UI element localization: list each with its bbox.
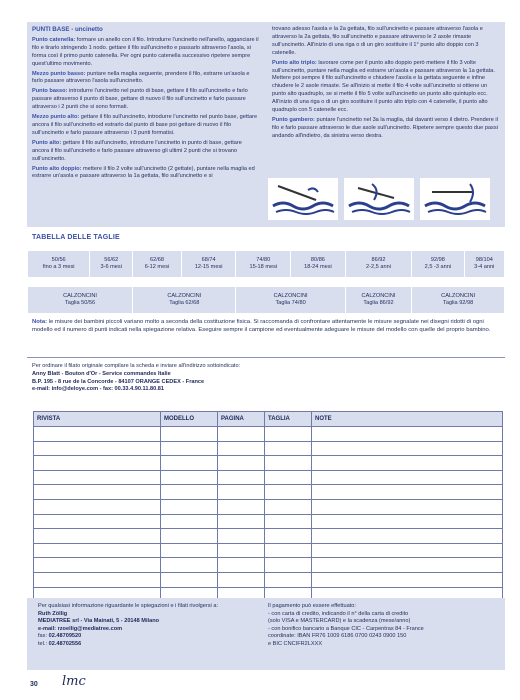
order-form-row[interactable] [34,543,503,558]
stitch-item: Punto catenella: formare un anello con il filo. Introdurre l'uncinetto nell'anello, agganciare il filo e tirarlo stringendo 1 nodo. gettare il filo sull'uncinetto e passarlo attraverso l'asola, si forma così il primo punto catenella. Per ogni punto catenella successivo ripetere sempre quest'ultimo movimento. [32,36,259,67]
order-contact: e-mail: info@deloye.com - fax: 00.33.4.90.11.80.81 [32,386,164,393]
order-intro: Per ordinare il filato originale compilare la scheda e inviare all'indirizzo sottoindicato: [32,363,241,369]
stitch-continuation: trovano adesso l'asola e la 2a gettata, filo sull'uncinetto e passare attraverso l'asola e attraverso la 2a gettata, filo sull'uncinetto e passare attraverso le 2 asole rimaste sull'uncinetto. All'inizio di una riga o di un giro sostituire il 1° punto alto doppio con 3 catenelle. [272,26,483,56]
order-form-row[interactable] [34,514,503,529]
stitch-item: Punto gambero: puntare l'uncinetto nel 3a la maglia, dal davanti verso il dietro. Prendere il filo e farlo passare attraverso le due asole sull'uncinetto. Ripetere sempre questo due passi andando all'indietro, da sinistra verso destra. [272,116,498,139]
column-header: NOTE [312,412,503,427]
order-address: B.P. 195 - 8 rue de la Concorde - 84107 ORANGE CEDEX - France [32,378,205,385]
crochet-step-illustration [420,178,490,220]
size-cell: 80/86 18-24 mesi [291,251,346,278]
size-cell: 98/104 3-4 anni [464,251,504,278]
column-header: MODELLO [161,412,218,427]
garment-cell: CALZONCINI Taglia 92/98 [412,287,505,314]
contact-tel: tel.: 02.48702556 [38,640,82,647]
stitch-item: Punto alto: gettare il filo sull'uncinetto, introdurre l'uncinetto in punto di base, gettare ancora il filo sull'uncinetto e farlo passare attraverso gli ultimi 2 punti che si trovano sull'uncinetto. [32,139,242,162]
crochet-step-illustration [268,178,338,220]
stitch-item: Punto alto triplo: lavorare come per il punto alto doppio però mettere il filo 3 volte sull'uncinetto, puntare nella maglia ed estrarre un'asola e passare attraverso la 1a gettata. Mettere poi sempre il filo sull'uncinetto e chiudere l'asola e la gettata seguente e infine chiudere le 2 asole rimaste. Se all'inizio si mette il filo 4 volte sull'uncinetto si ottiene un punto alto quadruplo, se si mette il filo 5 volte sull'uncinetto un punto alto quintuplo ecc. All'inizio di una riga o di un giro sostituire il punto alto triplo con 4 catenelle, il punto alto quadruplo con 5 catenelle ecc. [272,59,495,114]
payment-intro: Il pagamento può essere effettuato: [268,603,356,609]
size-cell: 68/74 12-15 mesi [181,251,236,278]
size-cell: 50/56 fino a 3 mesi [28,251,90,278]
stitch-column-left [32,26,260,183]
stitch-item: Punto alto doppio: mettere il filo 2 volte sull'uncinetto (2 gettate), puntare nella maglia ed estrarre un'asola e passare attraverso la 1a gettata, filo sull'uncinetto e si [32,165,255,180]
contact-info [38,603,248,649]
size-cell: 56/62 3-6 mesi [90,251,133,278]
order-form-row[interactable] [34,427,503,442]
column-header: TAGLIA [265,412,312,427]
order-form-table [33,411,503,602]
payment-info [268,603,500,649]
size-table [27,250,505,314]
order-form-row[interactable] [34,572,503,587]
contact-fax: fax: 02.48709520 [38,633,82,640]
order-form-row[interactable] [34,441,503,456]
crochet-step-illustration [344,178,414,220]
column-header: RIVISTA [34,412,161,427]
size-garment-row [28,287,505,314]
garment-cell: CALZONCINI Taglia 86/92 [345,287,411,314]
payment-line: - con carta di credito, indicando il n° della carta di credito [268,610,409,617]
payment-line: - con bonifico bancario a Banque CIC - Carpentras 84 - France [268,625,424,632]
garment-cell: CALZONCINI Taglia 50/56 [28,287,133,314]
divider [27,357,505,358]
order-info [32,363,240,394]
contact-email: e-mail: rzoellig@mediatree.com [38,625,123,632]
order-company: Anny Blatt - Bouton d'Or - Service commandes Italie [32,370,171,377]
stitch-item: Mezzo punto alto: gettare il filo sull'uncinetto, introdurre l'uncinetto nel punto base, gettare ancora il filo sull'uncinetto ed estrarlo dal punto di base poi gettare di nuovo il filo sull'uncinetto e farlo passare attraverso i 3 punti formatisi. [32,114,258,136]
order-form-row[interactable] [34,499,503,514]
contact-name: Ruth Zöllig [38,610,68,617]
size-age-row [28,251,505,278]
size-cell: 86/92 2-2,5 anni [345,251,411,278]
note-paragraph: Nota: le misure dei bambini piccoli variano molto a seconda della costituzione fisica. Si raccomanda di confrontare attentamente le misure segnalate nei disegni ridotti di ogni modello ed il numero di punti indicati nella spiegazione relativa. Eseguire sempre il campione ed eventualmente adeguare le misure del modello con quelle del proprio bambino. [32,319,491,333]
order-form-row[interactable] [34,529,503,544]
crochet-illustrations [268,178,490,222]
column-header: PAGINA [218,412,265,427]
order-form-row[interactable] [34,485,503,500]
stitch-column-right [272,26,498,143]
order-form-row[interactable] [34,456,503,471]
size-cell: 92/98 2,5 -3 anni [412,251,464,278]
order-form-row[interactable] [34,470,503,485]
size-cell: 74/80 15-18 mesi [236,251,291,278]
garment-cell: CALZONCINI Taglia 62/68 [133,287,236,314]
contact-company: MEDIATREE srl - Via Mainati, 5 - 20148 Milano [38,618,160,625]
stitch-item: Mezzo punto basso: puntare nella maglia seguente, prendere il filo, estrarre un'asola e farlo passare attraverso l'asola sull'uncinetto. [32,70,250,85]
stitch-item: Punto basso: introdurre l'uncinetto nel punto di base, gettare il filo sull'uncinetto e farlo passare attraverso il punto di base, gettare di nuovo il filo sull'uncinetto e farlo passare attraverso i 2 punti che si sono formati. [32,88,248,111]
size-cell: 62/68 6-12 mesi [133,251,182,278]
order-form-row[interactable] [34,558,503,573]
page-number: 30 [30,681,38,688]
order-form-header [34,412,503,427]
garment-cell: CALZONCINI Taglia 74/80 [236,287,345,314]
payment-line: (solo VISA e MASTERCARD) e la scadenza (mese/anno) [268,618,411,625]
payment-line: e BIC CNCIFR2LXXX [268,640,323,647]
payment-line: coordinate: IBAN FR76 1009 6186 0700 0243 0900 150 [268,633,407,640]
size-table-title: TABELLA DELLE TAGLIE [32,234,120,241]
stitches-heading: PUNTI BASE - uncinetto [32,26,103,33]
contact-intro: Per qualsiasi informazione riguardante le spiegazioni e i filati rivolgersi a: [38,603,219,609]
publisher-logo: lmc [62,674,86,689]
size-spacer-row [28,278,505,287]
